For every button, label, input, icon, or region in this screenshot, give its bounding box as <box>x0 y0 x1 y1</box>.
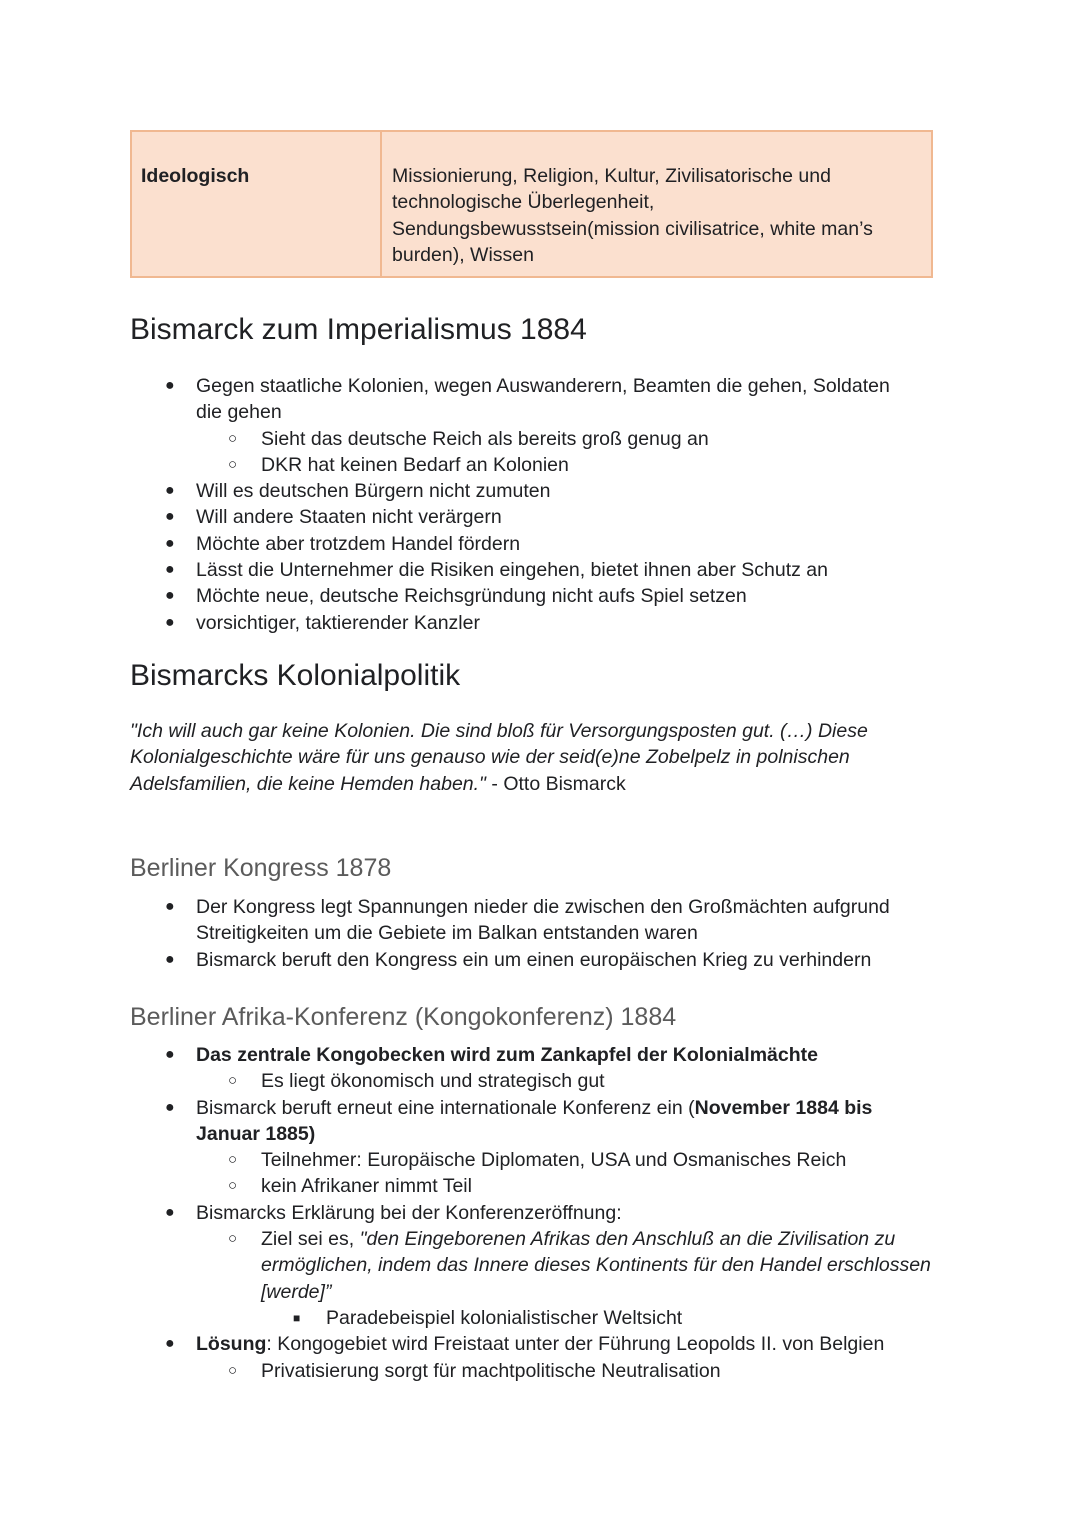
circle-bullet-icon: ○ <box>228 1361 238 1379</box>
bullet-icon: ● <box>165 377 175 394</box>
list-subitem: ○ Teilnehmer: Europäische Diplomaten, USA und Osmanisches Reich <box>0 1147 1080 1173</box>
heading-bismarck-imperialismus: Bismarck zum Imperialismus 1884 <box>130 313 587 346</box>
circle-bullet-icon: ○ <box>228 1072 238 1090</box>
table-label-cell <box>132 132 382 276</box>
circle-bullet-icon: ○ <box>228 1177 238 1195</box>
list-item: ● Der Kongress legt Spannungen nieder die zwischen den Großmächten aufgrund <box>0 894 1080 920</box>
list-subitem: ○ Sieht das deutsche Reich als bereits groß genug an <box>0 426 1080 452</box>
circle-bullet-icon: ○ <box>228 429 238 447</box>
table-content-line: Missionierung, Religion, Kultur, Zivilisatorische und <box>392 165 831 187</box>
heading-bismarcks-kolonialpolitik: Bismarcks Kolonialpolitik <box>130 659 461 692</box>
table-content-line: technologische Überlegenheit, <box>392 191 655 214</box>
list-item: ● vorsichtiger, taktierender Kanzler <box>0 610 1080 636</box>
heading-kongokonferenz: Berliner Afrika-Konferenz (Kongokonferenz) 1884 <box>130 1003 677 1031</box>
list-subsubitem: ■ Paradebeispiel kolonialistischer Weltsicht <box>0 1305 1080 1331</box>
list-subitem: ○ kein Afrikaner nimmt Teil <box>0 1173 1080 1199</box>
list-item: ● Lösung: Kongogebiet wird Freistaat unter der Führung Leopolds II. von Belgien <box>0 1331 1080 1357</box>
bullet-icon: ● <box>165 587 175 605</box>
list-item: ● Will es deutschen Bürgern nicht zumuten <box>0 478 1080 504</box>
quote-author: - Otto Bismarck <box>485 772 626 795</box>
heading-berliner-kongress: Berliner Kongress 1878 <box>130 854 392 882</box>
table-content-cell <box>382 132 931 276</box>
list-item: ● Bismarck beruft erneut eine internationale Konferenz ein (November 1884 bis <box>0 1095 1080 1121</box>
table-label: Ideologisch <box>141 165 250 187</box>
list-subitem-continuation: [werde]” <box>261 1280 332 1303</box>
kongokonferenz-list <box>0 1042 1080 1384</box>
bullet-icon: ● <box>165 613 175 631</box>
list-subitem: ○ DKR hat keinen Bedarf an Kolonien <box>0 452 1080 478</box>
ideology-table-row <box>130 130 933 278</box>
list-subitem-continuation: ermöglichen, indem das Innere dieses Kontinents für den Handel erschlossen <box>261 1254 931 1277</box>
table-content-line: Sendungsbewusstsein(mission civilisatrice, white man’s <box>392 217 873 240</box>
list-item: ● Lässt die Unternehmer die Risiken eingehen, bietet ihnen aber Schutz an <box>0 557 1080 583</box>
list-subitem: ○ Privatisierung sorgt für machtpolitische Neutralisation <box>0 1358 1080 1384</box>
bismarck-imperialism-list <box>0 373 1080 636</box>
list-item: ● Will andere Staaten nicht verärgern <box>0 504 1080 530</box>
table-content-line: burden), Wissen <box>392 243 534 266</box>
bullet-icon: ● <box>165 1046 175 1063</box>
bullet-icon: ● <box>165 950 175 968</box>
quote-line: Kolonialgeschichte wäre für uns genauso wie der seid(e)ne Zobelpelz in polnischen <box>130 746 850 769</box>
list-item-continuation: Streitigkeiten um die Gebiete im Balkan entstanden waren <box>196 922 698 945</box>
bullet-icon: ● <box>165 482 175 500</box>
bullet-icon: ● <box>165 1098 175 1116</box>
square-bullet-icon: ■ <box>293 1310 301 1325</box>
list-item: ● Gegen staatliche Kolonien, wegen Auswanderern, Beamten die gehen, Soldaten <box>0 373 1080 399</box>
bullet-icon: ● <box>165 1203 175 1221</box>
quote-line: Adelsfamilien, die keine Hemden haben." <box>130 772 486 795</box>
berliner-kongress-list <box>0 894 1080 973</box>
quote-line: "Ich will auch gar keine Kolonien. Die sind bloß für Versorgungsposten gut. (…) Diese <box>130 720 868 742</box>
list-item-continuation: Januar 1885) <box>196 1122 316 1145</box>
circle-bullet-icon: ○ <box>228 1230 238 1248</box>
list-subitem: ○ Es liegt ökonomisch und strategisch gut <box>0 1068 1080 1094</box>
bullet-icon: ● <box>165 1335 175 1353</box>
bullet-icon: ● <box>165 508 175 526</box>
list-item: ● Bismarck beruft den Kongress ein um einen europäischen Krieg zu verhindern <box>0 947 1080 973</box>
list-item: ● Das zentrale Kongobecken wird zum Zankapfel der Kolonialmächte <box>0 1042 1080 1068</box>
circle-bullet-icon: ○ <box>228 1151 238 1169</box>
bismarck-quote <box>130 718 950 797</box>
list-subitem: ○ Ziel sei es, "den Eingeborenen Afrikas den Anschluß an die Zivilisation zu <box>0 1226 1080 1252</box>
bullet-icon: ● <box>165 534 175 552</box>
list-item: ● Möchte aber trotzdem Handel fördern <box>0 531 1080 557</box>
list-item: ● Möchte neue, deutsche Reichsgründung nicht aufs Spiel setzen <box>0 583 1080 609</box>
circle-bullet-icon: ○ <box>228 455 238 473</box>
bullet-icon: ● <box>165 561 175 579</box>
bullet-icon: ● <box>165 898 175 915</box>
list-item-continuation: die gehen <box>196 401 282 424</box>
list-item: ● Bismarcks Erklärung bei der Konferenzeröffnung: <box>0 1200 1080 1226</box>
